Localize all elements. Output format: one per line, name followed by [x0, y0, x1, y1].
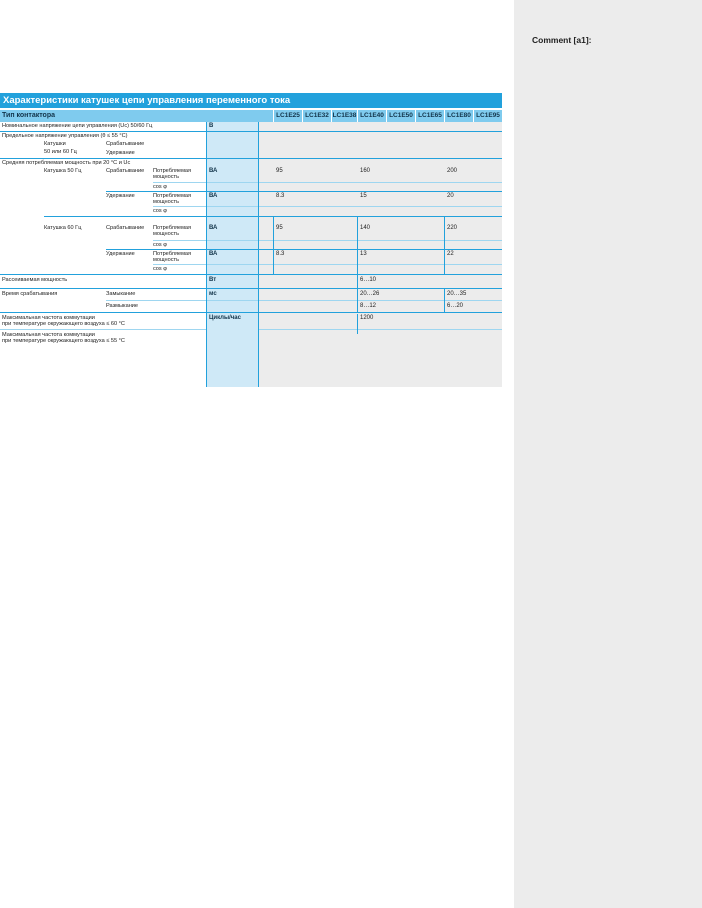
value-cell: 20…35 — [447, 291, 467, 297]
closing-label: Замыкание — [106, 291, 136, 297]
column-divider — [444, 216, 445, 274]
unit-volt: В — [209, 123, 214, 129]
unit-va: ВА — [209, 251, 218, 257]
column-divider — [357, 216, 358, 274]
max-frequency-55-label: при температуре окружающего воздуха ≤ 55 °C — [2, 338, 125, 344]
value-cell: 1200 — [360, 315, 374, 321]
value-cell: 8.3 — [276, 251, 285, 257]
opening-label: Размыкание — [106, 303, 139, 309]
value-cell: 20 — [447, 193, 454, 199]
pickup-label: Срабатывание — [106, 141, 145, 147]
row-divider — [0, 274, 502, 275]
hold-label: Удержание — [106, 150, 135, 156]
model-header: LC1E40 — [357, 110, 386, 122]
power-consumed-label-2: мощность — [153, 257, 180, 263]
column-divider — [273, 216, 274, 274]
operating-time-label: Время срабатывания — [2, 291, 58, 297]
cos-phi-label: cos φ — [153, 184, 167, 190]
power-consumed-label-2: мощность — [153, 231, 180, 237]
contactor-type-label: Тип контактора — [2, 112, 56, 119]
model-header: LC1E95 — [473, 110, 502, 122]
value-cell: 200 — [447, 168, 458, 174]
max-frequency-label: Максимальная частота коммутации — [2, 315, 95, 321]
coil-characteristics-table — [0, 93, 502, 387]
coil-50hz-label: Катушка 50 Гц — [44, 168, 82, 174]
pickup-label: Срабатывание — [106, 225, 145, 231]
comment-label: Comment [a1]: — [532, 35, 592, 45]
column-divider — [357, 274, 358, 312]
unit-ms: мс — [209, 291, 217, 297]
value-cell: 22 — [447, 251, 454, 257]
column-divider — [444, 288, 445, 312]
model-header: LC1E80 — [444, 110, 473, 122]
table-header-row — [0, 110, 502, 122]
column-divider — [357, 314, 358, 334]
power-consumed-label-2: мощность — [153, 174, 180, 180]
pickup-label: Срабатывание — [106, 168, 145, 174]
value-cell: 6…20 — [447, 303, 464, 309]
model-header: LC1E32 — [302, 110, 331, 122]
model-header: LC1E25 — [273, 110, 302, 122]
cos-phi-label: cos φ — [153, 266, 167, 272]
row-divider — [0, 288, 502, 289]
value-cell: 140 — [360, 225, 371, 231]
row-divider — [106, 300, 502, 301]
value-cell: 95 — [276, 225, 283, 231]
row-divider — [0, 312, 502, 313]
coils-label: Катушки — [44, 141, 66, 147]
unit-va: ВА — [209, 225, 218, 231]
comment-sidebar — [514, 0, 702, 908]
model-header: LC1E38 — [331, 110, 357, 122]
value-cell: 13 — [360, 251, 367, 257]
dissipated-power-label: Рассеиваемая мощность — [2, 277, 68, 283]
cos-phi-label: cos φ — [153, 208, 167, 214]
power-consumed-label-2: мощность — [153, 199, 180, 205]
coils-frequency-label: 50 или 60 Гц — [44, 149, 77, 155]
model-header: LC1E65 — [415, 110, 444, 122]
value-cell: 160 — [360, 168, 371, 174]
hold-label: Удержание — [106, 251, 135, 257]
nominal-voltage-label: Номинальное напряжение цепи управления (Uc) 50/60 Гц — [2, 123, 153, 129]
unit-watt: Вт — [209, 277, 217, 283]
value-cell: 95 — [276, 168, 283, 174]
value-cell: 8…12 — [360, 303, 377, 309]
max-frequency-60-label: при температуре окружающего воздуха ≤ 60 °C — [2, 321, 125, 327]
row-divider — [106, 249, 502, 250]
value-cell: 20…26 — [360, 291, 380, 297]
row-divider — [0, 329, 206, 330]
value-cell: 6…10 — [360, 277, 377, 283]
row-divider — [0, 131, 502, 132]
max-frequency-label: Максимальная частота коммутации — [2, 332, 95, 338]
value-cell: 220 — [447, 225, 458, 231]
unit-va: ВА — [209, 168, 218, 174]
unit-cycles-per-hour: Циклы/час — [209, 315, 241, 321]
hold-label: Удержание — [106, 193, 135, 199]
limit-voltage-label: Предельное напряжение управления (θ ≤ 55 °C) — [2, 133, 128, 139]
unit-va: ВА — [209, 193, 218, 199]
column-divider — [258, 122, 259, 387]
cos-phi-label: cos φ — [153, 242, 167, 248]
power-consumed-label: Потребляемая — [153, 225, 192, 231]
column-divider — [206, 122, 207, 387]
power-consumed-label: Потребляемая — [153, 168, 192, 174]
coil-60hz-label: Катушка 60 Гц — [44, 225, 82, 231]
value-cell: 15 — [360, 193, 367, 199]
power-consumed-label: Потребляемая — [153, 251, 192, 257]
value-area — [258, 122, 502, 387]
value-cell: 8.3 — [276, 193, 285, 199]
table-body — [0, 122, 502, 387]
row-divider — [258, 329, 502, 330]
row-divider — [106, 191, 502, 192]
model-header: LC1E50 — [386, 110, 415, 122]
row-divider — [0, 158, 502, 159]
power-consumed-label: Потребляемая — [153, 193, 192, 199]
avg-power-label: Средняя потребляемая мощность при 20 °C и Uc — [2, 160, 131, 166]
table-title: Характеристики катушек цепи управления переменного тока — [0, 93, 502, 108]
